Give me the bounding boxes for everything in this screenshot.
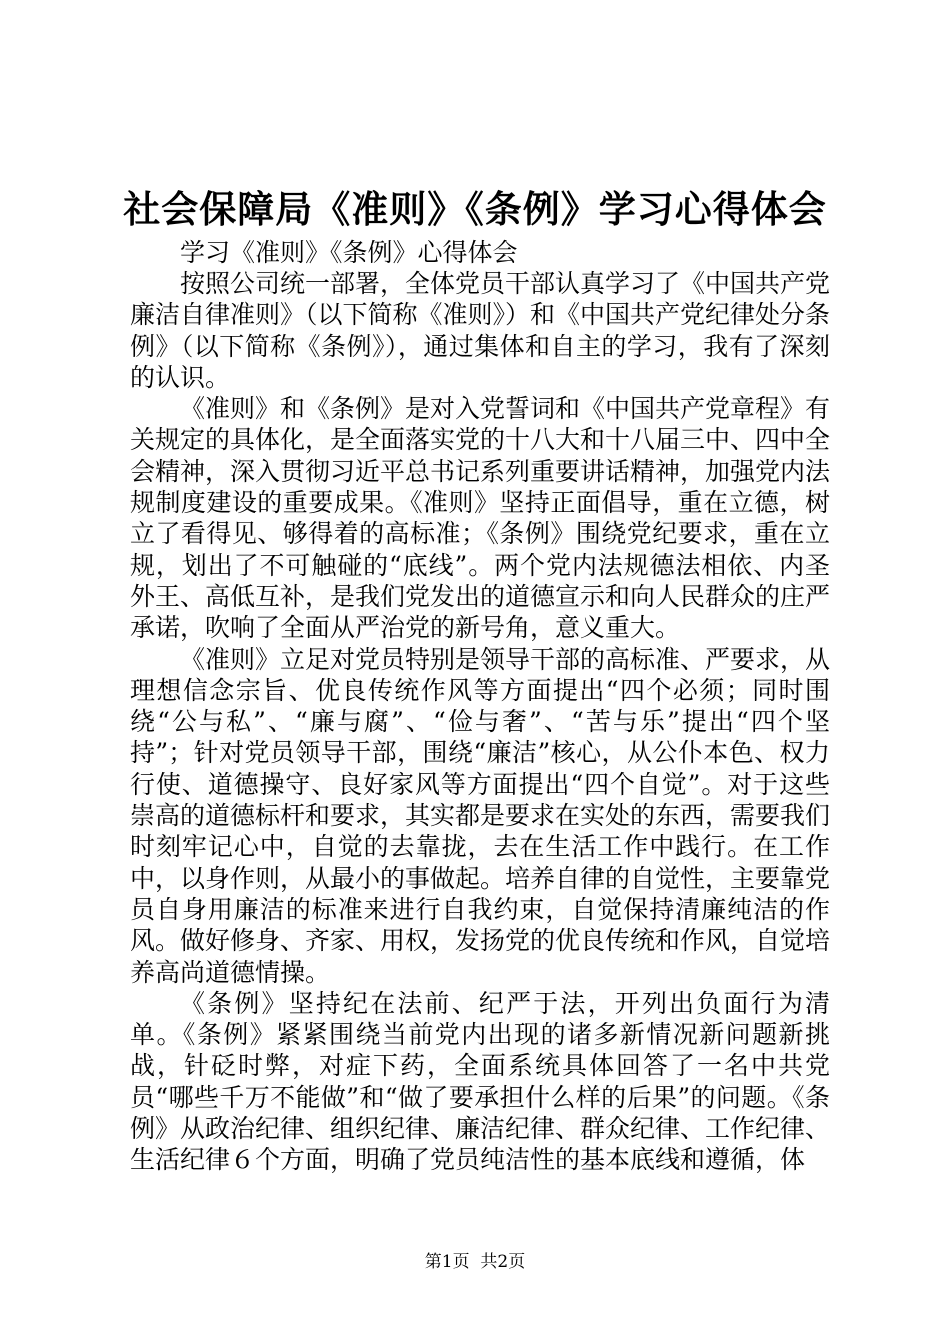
document-subtitle: 学习《准则》《条例》心得体会 — [180, 238, 518, 267]
body-paragraph: 《准则》和《条例》是对入党誓词和《中国共产党章程》有关规定的具体化，是全面落实党的十八大和十八届三中、四中全会精神，深入贯彻习近平总书记系列重要讲话精神，加强党内法规制度建设的重要成果。《准则》坚持正面倡导，重在立德，树立了看得见、够得着的高标准；《条例》围绕党纪要求，重在立规，划出了不可触碰的“底线”。两个党内法规德法相依、内圣外王、高低互补，是我们党发出的道德宣示和向人民群众的庄严承诺，吹响了全面从严治党的新号角，意义重大。 — [130, 394, 831, 643]
page-total: 共2页 — [480, 1252, 526, 1272]
page-number: 第1页 — [424, 1252, 470, 1272]
document-body — [130, 268, 830, 1176]
page-footer — [0, 1250, 950, 1274]
body-paragraph: 《条例》坚持纪在法前、纪严于法，开列出负面行为清单。《条例》紧紧围绕当前党内出现的诸多新情况新问题新挑战，针砭时弊，对症下药，全面系统具体回答了一名中共党员“哪些千万不能做”和“做了要承担什么样的后果”的问题。《条例》从政治纪律、组织纪律、廉洁纪律、群众纪律、工作纪律、生活纪律６个方面，明确了党员纯洁性的基本底线和遵循，体 — [130, 988, 831, 1175]
document-title: 社会保障局《准则》《条例》学习心得体会 — [123, 187, 827, 231]
footer-gap — [470, 1252, 481, 1272]
body-paragraph: 按照公司统一部署，全体党员干部认真学习了《中国共产党廉洁自律准则》（以下简称《准则》）和《中国共产党纪律处分条例》（以下简称《条例》），通过集体和自主的学习，我有了深刻的认识。 — [130, 269, 831, 392]
body-paragraph: 《准则》立足对党员特别是领导干部的高标准、严要求，从理想信念宗旨、优良传统作风等方面提出“四个必须；同时围绕“公与私”、“廉与腐”、“俭与奢”、“苦与乐”提出“四个坚持”；针对党员领导干部，围绕“廉洁”核心，从公仆本色、权力行使、道德操守、良好家风等方面提出“四个自觉”。对于这些崇高的道德标杆和要求，其实都是要求在实处的东西，需要我们时刻牢记心中，自觉的去靠拢，去在生活工作中践行。在工作中，以身作则，从最小的事做起。培养自律的自觉性，主要靠党员自身用廉洁的标准来进行自我约束，自觉保持清廉纯洁的作风。做好修身、齐家、用权，发扬党的优良传统和作风，自觉培养高尚道德情操。 — [130, 644, 831, 987]
